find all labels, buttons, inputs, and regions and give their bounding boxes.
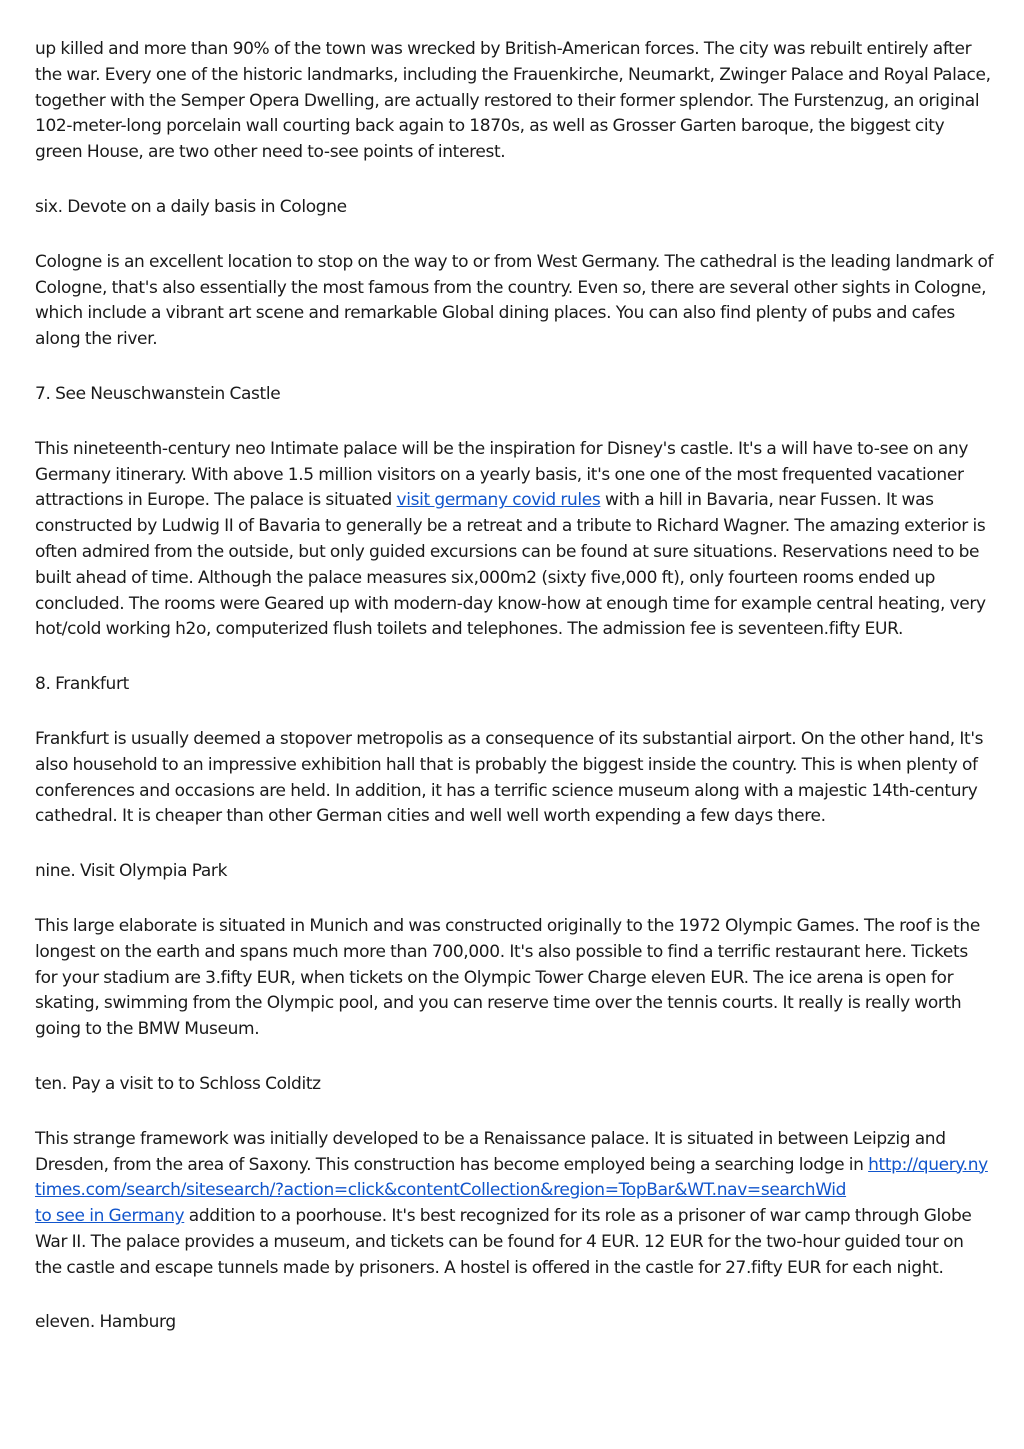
link-line-2: to see in Germany [35, 1206, 185, 1227]
link-visit-germany-covid-rules[interactable]: visit germany covid rules [396, 490, 601, 511]
link-line-1: http://query.nytimes.com/search/sitesearch/?action=click&contentCollection&region=TopBar&WT.nav=searchWid [35, 1154, 988, 1201]
paragraph-text-before-link: This nineteenth-century neo Intimate palace will be the inspiration for Disney's castle. It's a will have to-see on any Germany itinerary. With above 1.5 million visitors on a yearly basis, it's one one of the most frequented vacationer attractions in Europe. The palace is situated [35, 438, 969, 511]
paragraph-neuschwanstein [35, 437, 994, 643]
paragraph-dresden: up killed and more than 90% of the town was wrecked by British-American forces. The city was rebuilt entirely after the war. Every one of the historic landmarks, including the Frauenkirche, Neumarkt, Zwinger Palace and Royal Palace, together with the Semper Opera Dwelling, are actually restored to their former splendor. The Furstenzug, an original 102-meter-long porcelain wall courting back again to 1870s, as well as Grosser Garten baroque, the biggest city green House, are two other need to-see points of interest. [35, 39, 991, 163]
paragraph-text-after-link: with a hill in Bavaria, near Fussen. It was constructed by Ludwig II of Bavaria to generally be a retreat and a tribute to Richard Wagner. The amazing exterior is often admired from the outside, but only guided excursions can be found at sure situations. Reservations need to be built ahead of time. Although the palace measures six,000m2 (sixty five,000 ft), only fourteen rooms ended up concluded. The rooms were Geared up with modern-day know-how at enough time for example central heating, very hot/cold working h2o, computerized flush toilets and telephones. The admission fee is seventeen.fifty EUR. [35, 490, 986, 640]
paragraph-cologne: Cologne is an excellent location to stop on the way to or from West Germany. The cathedral is the leading landmark of Cologne, that's also essentially the most famous from the country. Even so, there are several other sights in Cologne, which include a vibrant art scene and remarkable Global dining places. You can also find plenty of pubs and cafes along the river. [35, 251, 994, 350]
paragraph-frankfurt: Frankfurt is usually deemed a stopover metropolis as a consequence of its substantial airport. On the other hand, It's also household to an impressive exhibition hall that is probably the biggest inside the country. This is when plenty of conferences and occasions are held. In addition, it has a terrific science museum along with a majestic 14th-century cathedral. It is cheaper than other German cities and well well worth expending a few days there. [35, 728, 984, 827]
paragraph-olympia-park: This large elaborate is situated in Munich and was constructed originally to the 1972 Olympic Games. The roof is the longest on the earth and spans much more than 700,000. It's also possible to find a terrific restaurant here. Tickets for your stadium are 3.fifty EUR, when tickets on the Olympic Tower Charge eleven EUR. The ice arena is open for skating, swimming from the Olympic pool, and you can reserve time over the tennis courts. It really is really worth going to the BMW Museum. [35, 915, 980, 1040]
heading-hamburg: eleven. Hamburg [35, 1312, 176, 1333]
heading-schloss-colditz: ten. Pay a visit to to Schloss Colditz [35, 1073, 321, 1094]
paragraph-text-before-link: This strange framework was initially developed to be a Renaissance palace. It is situated in between Leipzig and Dresden, from the area of Saxony. This construction has become employed being a searching lodge in [35, 1128, 946, 1175]
heading-neuschwanstein: 7. See Neuschwanstein Castle [35, 383, 281, 404]
heading-frankfurt: 8. Frankfurt [35, 674, 129, 695]
heading-olympia-park: nine. Visit Olympia Park [35, 861, 228, 882]
heading-cologne: six. Devote on a daily basis in Cologne [35, 196, 347, 217]
paragraph-text-after-link: addition to a poorhouse. It's best recognized for its role as a prisoner of war camp through Globe War II. The palace provides a museum, and tickets can be found for 4 EUR. 12 EUR for the two-hour guided tour on the castle and escape tunnels made by prisoners. A hostel is offered in the castle for 27.fifty EUR for each night. [35, 1206, 972, 1278]
paragraph-schloss-colditz [35, 1127, 994, 1282]
